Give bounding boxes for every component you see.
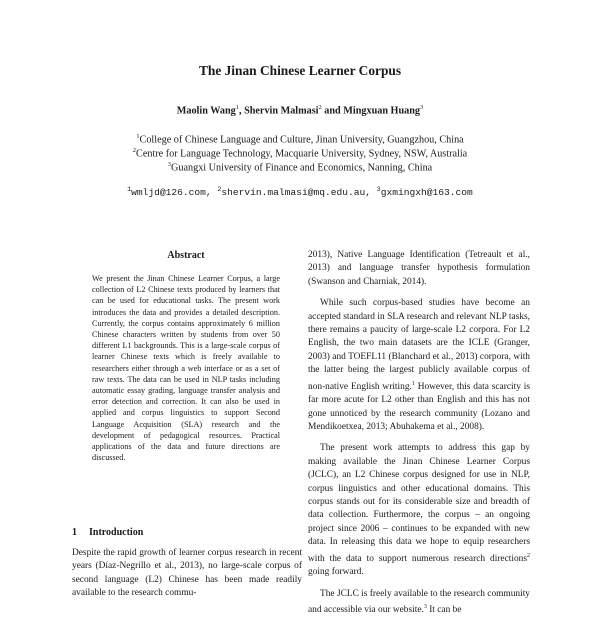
author-name: Shervin Malmasi <box>244 105 319 117</box>
footnote-marker: 3 <box>423 604 427 610</box>
paragraph-text: The JCLC is freely available to the research community and accessible via our website. <box>308 588 530 616</box>
email-list <box>0 186 600 198</box>
affiliation-sup: 3 <box>167 161 172 168</box>
email-address: shervin.malmasi@mq.edu.au <box>221 187 366 199</box>
abstract-body: We present the Jinan Chinese Learner Corpus, a large collection of L2 Chinese texts produced by learners that can be used for educational tasks. The present work introduces the data and provides a detailed description. Currently, the corpus contains approximately 6 million Chinese characters written by students from over 50 different L1 backgrounds. This is a large-scale corpus of learner Chinese texts which is freely available to researchers either through a web interface or as a set of raw texts. The data can be used in NLP tasks including automatic essay grading, language transfer analysis and error detection and correction. It can also be used in applied and corpus linguistics to support Second Language Acquisition (SLA) research and the development of pedagogical resources. Practical applications of the data and future directions are discussed. <box>92 274 280 463</box>
right-column <box>308 249 530 626</box>
author-sup: 3 <box>420 104 424 111</box>
email-separator: , <box>205 187 218 199</box>
author-name: Mingxuan Huang <box>343 105 420 117</box>
paragraph-text: However, this data scarcity is far more acute for L2 other than English and this has not gone unnoticed by the research community (Lozano and Mendikoetxea, 2013; Abuhakema et al., 2008). <box>308 381 530 432</box>
affiliation-text: Centre for Language Technology, Macquarie University, Sydney, NSW, Australia <box>136 148 468 160</box>
paragraph-text: While such corpus-based studies have become an accepted standard in SLA research and relevant NLP tasks, there remains a paucity of large-scale L2 corpora. For L2 English, the two main datasets are the ICLE (Granger, 2003) and TOEFL11 (Blanchard et al., 2013) corpora, with the latter being the largest publicly available corpus of non-native English writing. <box>308 298 530 392</box>
section-title: Introduction <box>89 527 144 538</box>
email-sup: 1 <box>127 186 132 193</box>
author-sup: 2 <box>318 104 322 111</box>
paragraph <box>308 297 530 434</box>
affiliation-3 <box>0 158 600 175</box>
affiliation-sup: 1 <box>136 133 140 140</box>
section-heading-introduction <box>72 527 302 538</box>
author-separator: and <box>321 105 344 117</box>
paragraph <box>308 442 530 579</box>
email-address: gxmingxh@163.com <box>380 187 473 199</box>
email-sup: 3 <box>376 186 381 193</box>
introduction-paragraph: Despite the rapid growth of learner corpus research in recent years (Díaz-Negrillo et al., 2013), no large-scale corpus of second language (L2) Chinese has been made readily available to the research commu- <box>72 548 302 599</box>
section-number: 1 <box>72 527 77 538</box>
affiliation-sup: 2 <box>132 147 137 154</box>
paragraph-continued: 2013), Native Language Identification (Tetreault et al., 2013) and language transfer hypothesis formulation (Swanson and Charniak, 2014). <box>308 250 530 287</box>
email-separator: , <box>365 187 377 199</box>
author-list <box>0 104 600 116</box>
paragraph-text: going forward. <box>308 567 364 578</box>
footnote-marker: 1 <box>411 380 415 387</box>
author-sup: 1 <box>235 104 239 111</box>
footnote-marker: 2 <box>527 552 530 559</box>
paper-title: The Jinan Chinese Learner Corpus <box>198 63 402 78</box>
affiliation-text: Guangxi University of Finance and Economics, Nanning, China <box>171 162 433 174</box>
paragraph <box>308 588 530 618</box>
affiliation-text: College of Chinese Language and Culture, Jinan University, Guangzhou, China <box>139 134 464 146</box>
email-sup: 2 <box>217 186 222 193</box>
author-name: Maolin Wang <box>176 105 236 117</box>
author-separator: , <box>238 105 245 117</box>
email-address: wmljd@126.com <box>131 187 206 199</box>
abstract-heading: Abstract <box>167 250 205 261</box>
paragraph-text: The present work attempts to address this gap by making available the Jinan Chinese Learner Corpus (JCLC), an L2 Chinese corpus designed for use in NLP, corpus linguistics and other educational domains. This corpus stands out for its considerable size and breadth of data collection. Furthermore, the corpus – an ongoing project since 2006 – continues to be expanded with new data. In releasing this data we hope to equip researchers with the data to support numerous research directions <box>308 443 530 564</box>
paragraph-text: It can be <box>426 605 462 616</box>
